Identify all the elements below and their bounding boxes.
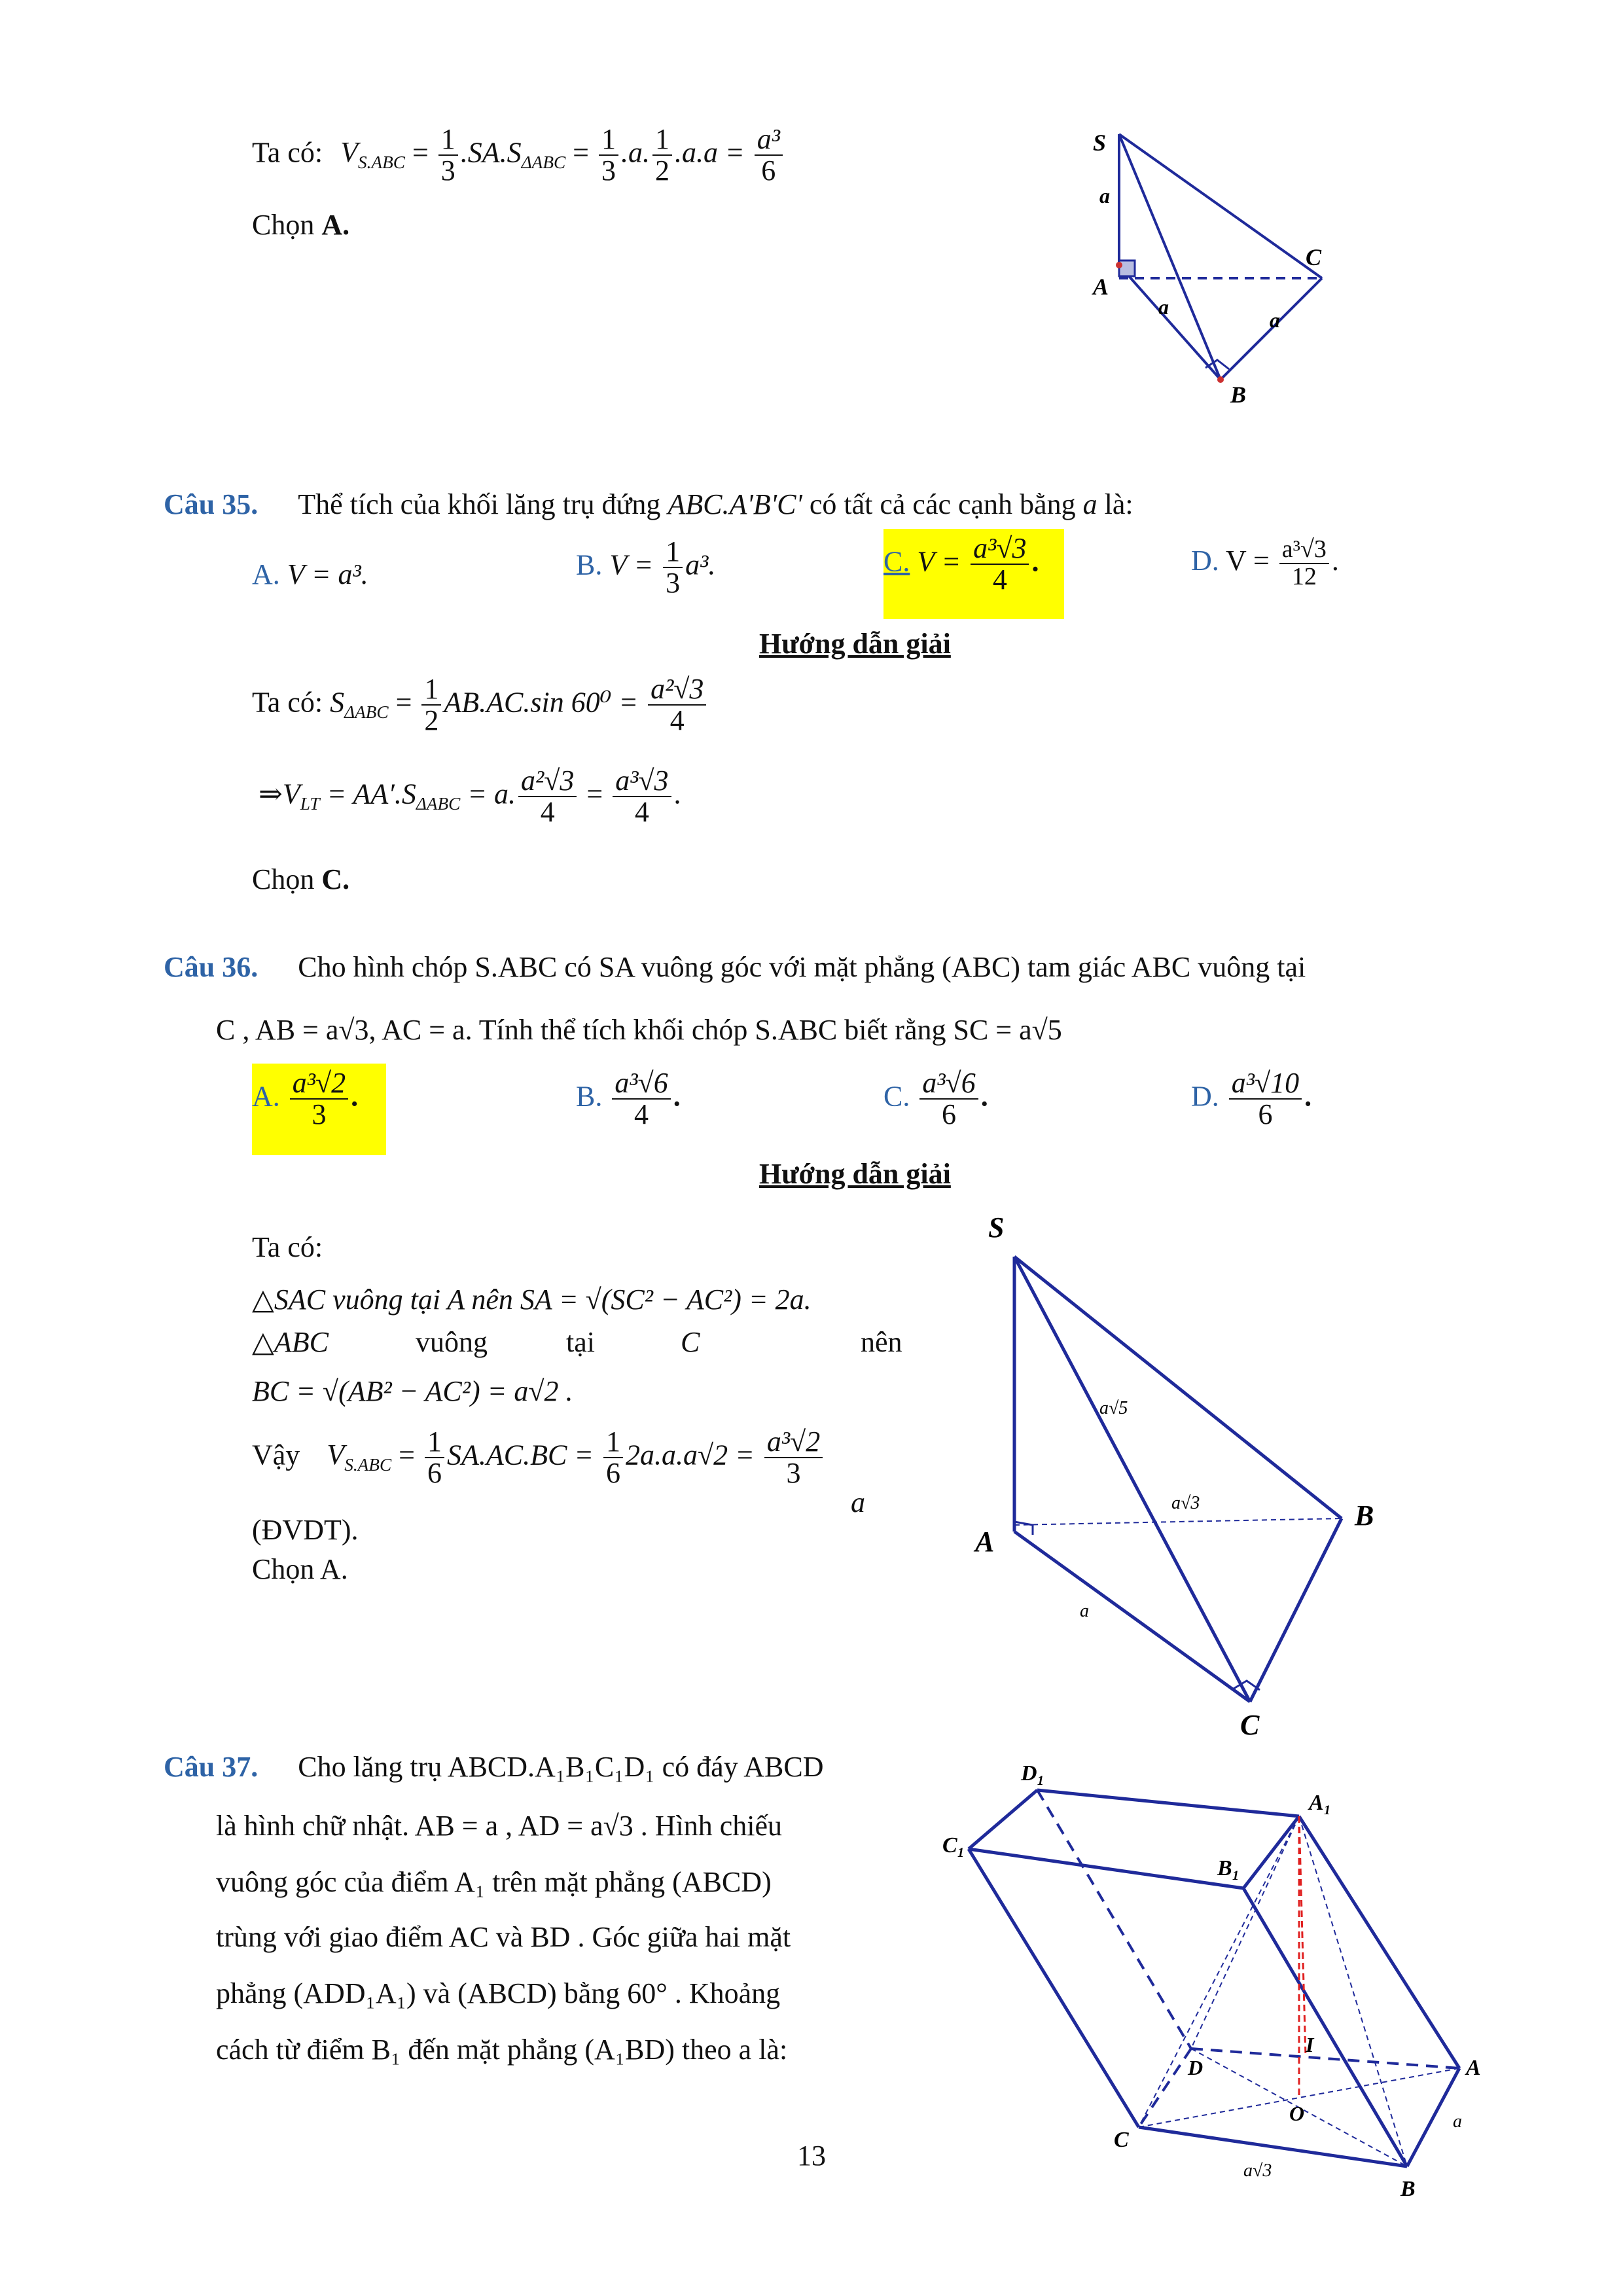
fig-label-b: B xyxy=(1355,1499,1374,1532)
q37-line2: là hình chữ nhật. AB = a , AD = a√3 . Hình chiếu xyxy=(216,1810,783,1842)
fig-label-s: S xyxy=(1093,130,1107,156)
fig-label-edge: a xyxy=(1453,2111,1462,2132)
q37-line3: vuông góc của điểm A₁ trên mặt phẳng (ABCD) xyxy=(216,1866,772,1898)
q35-solution-line1: Ta có: $S_{\Delta ABC}$ = $\frac{1}{2}$ AB.AC.sin 60⁰ = $\frac{\text{a²√3}}{4}$ xyxy=(252,674,709,736)
fig-label-c1: C₁ xyxy=(942,1833,965,1857)
q36-stem-line1: Câu 36. Cho hình chóp S.ABC có SA vuông góc với mặt phẳng (ABC) tam giác ABC vuông tại xyxy=(164,951,1306,983)
fig-label-edge: a xyxy=(1099,184,1110,207)
q36-option-a[interactable]: A. $\frac{\text{a³√2}}{3}$ . xyxy=(252,1067,359,1131)
fig-label-b: B xyxy=(1230,382,1247,406)
fig-label-d1: D₁ xyxy=(1021,1761,1045,1785)
fig-label-edge: a√5 xyxy=(1099,1398,1128,1418)
fig-label-edge: a xyxy=(1080,1601,1089,1621)
q37-line5: phẳng (ADD₁A₁) và (ABCD) bằng 60° . Khoảng xyxy=(216,1977,781,2009)
q35-option-c[interactable]: C. V = $\frac{\text{a³√3}}{4}$ . xyxy=(883,532,1039,596)
q37-line4: trùng với giao điểm AC và BD . Góc giữa hai mặt xyxy=(216,1921,791,1953)
fig-label-edge: a xyxy=(1270,308,1280,332)
q36-pyramid-figure xyxy=(969,1204,1414,1754)
q36-option-c[interactable]: C. $\frac{\text{a³√6}}{6}$ . xyxy=(883,1067,988,1131)
fraction: $\frac{1}{3}$ xyxy=(438,124,458,186)
q35-option-d[interactable]: D. V = $\frac{\text{a³√3}}{12}$ . xyxy=(1191,535,1339,590)
q37-line1: Câu 37. Cho lăng trụ ABCD.A₁B₁C₁D₁ có đáy ABCD xyxy=(164,1751,824,1783)
q36-sol-ta-co: Ta có: xyxy=(252,1231,323,1263)
q35-option-b[interactable]: B. V = $\frac{1}{3}$ a³. xyxy=(576,535,716,600)
fig-label-a: A xyxy=(1093,274,1109,300)
fig-label-b: B xyxy=(1400,2177,1416,2199)
q35-chon: Chọn C. xyxy=(252,863,350,895)
q36-guide-title: Hướng dẫn giải xyxy=(759,1158,951,1190)
top-chon: Chọn A. xyxy=(252,209,350,241)
q35-option-a[interactable]: A. V = a³. xyxy=(252,558,368,590)
top-pyramid-figure xyxy=(1080,118,1368,406)
fig-label-b1: B₁ xyxy=(1217,1856,1240,1880)
q35-stem: Câu 35. Thể tích của khối lăng trụ đứng ABC.A'B'C' có tất cả các cạnh bằng a là: xyxy=(164,488,1133,520)
fraction: $\frac{1}{3}$ xyxy=(599,124,618,186)
q35-solution-line2: $\Rightarrow V_{LT} = AA'.S_{\Delta ABC} = a$. $\frac{\text{a²√3}}{4}$ = $\frac{\text{a³√3}}{4}$ . xyxy=(259,764,681,829)
q36-sol-line4: Vậy $V_{S.ABC}$ = $\frac{1}{6}$ SA.AC.BC = $\frac{1}{6}$ 2a.a.a√2 = $\frac{\text{a³√2}}{3}$ xyxy=(252,1427,825,1488)
fraction: $\frac{1}{2}$ xyxy=(652,124,672,186)
question-label: Câu 35. xyxy=(164,488,259,520)
q36-sol-line1: △SAC vuông tại A nên SA = √(SC² − AC²) = 2a. xyxy=(252,1283,812,1316)
q35-guide-title: Hướng dẫn giải xyxy=(759,628,951,660)
q36-sol-line2: △ABC vuông tại C nên xyxy=(252,1326,902,1358)
q36-sol-line5: (ĐVDT). xyxy=(252,1514,359,1546)
page-number: 13 xyxy=(797,2140,826,2172)
fraction: $\frac{\text{a³}}{6}$ xyxy=(755,124,783,186)
fig-label-edge: a xyxy=(1158,295,1169,319)
question-label: Câu 37. xyxy=(164,1751,259,1783)
q36-sol-extra: a xyxy=(851,1486,865,1518)
fig-label-edge: a√3 xyxy=(1171,1493,1200,1513)
q37-line6: cách từ điểm B₁ đến mặt phẳng (A₁BD) theo a là: xyxy=(216,2034,788,2066)
fig-label-d: D xyxy=(1188,2056,1204,2079)
fig-label-o: O xyxy=(1289,2102,1305,2125)
fig-label-c: C xyxy=(1114,2128,1129,2152)
q36-sol-line6: Chọn A. xyxy=(252,1553,348,1585)
fig-label-a1: A₁ xyxy=(1309,1791,1332,1815)
fig-label-s: S xyxy=(988,1211,1005,1244)
q37-prism-figure xyxy=(942,1754,1518,2199)
q36-option-d[interactable]: D. $\frac{\text{a³√10}}{6}$ . xyxy=(1191,1067,1312,1131)
q36-stem-line2: C , AB = a√3, AC = a. Tính thể tích khối chóp S.ABC biết rằng SC = a√5 xyxy=(216,1014,1062,1046)
fig-label-a: A xyxy=(975,1526,995,1558)
fig-label-a: A xyxy=(1466,2056,1481,2080)
q36-option-b[interactable]: B. $\frac{\text{a³√6}}{4}$ . xyxy=(576,1067,681,1131)
fig-label-c: C xyxy=(1306,244,1322,270)
fig-label-i: I xyxy=(1306,2033,1314,2056)
q36-sol-line3: BC = √(AB² − AC²) = a√2 . xyxy=(252,1375,573,1407)
top-solution-line: Ta có: $V_{S.ABC}$ = $\frac{1}{3}$ $.SA.S_{\Delta ABC}$ = $\frac{1}{3}$ .a. $\frac{1}{2}$ .a.a = $\frac{\text{a³}}{6}$ xyxy=(252,124,785,186)
fig-label-c: C xyxy=(1240,1709,1260,1741)
question-label: Câu 36. xyxy=(164,951,259,983)
fig-label-edge: a√3 xyxy=(1243,2161,1272,2181)
